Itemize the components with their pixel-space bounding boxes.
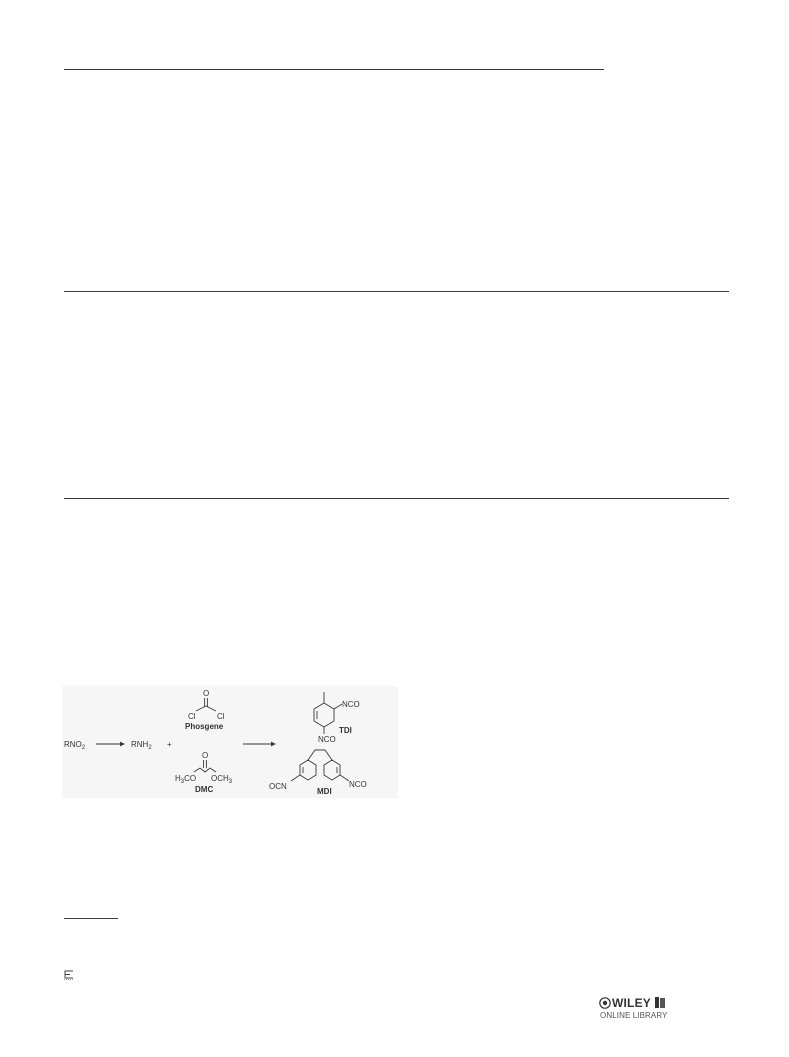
dmc-left-methoxy: $H_3CO$ [175,774,197,785]
phosgene-name: Phosgene [185,722,224,731]
phosgene-cl-left: Cl [188,712,196,721]
section-rule-lower [64,498,729,499]
corner-mark-icon [64,969,75,980]
mdi-name: MDI [317,787,332,796]
book-icon [654,996,666,1009]
section-rule-middle [64,291,729,292]
mdi-ocn-left: OCN [269,782,287,791]
reaction-scheme-figure [62,686,398,798]
section-rule-top [64,69,604,70]
dmc-name: DMC [195,785,214,794]
mdi-nco-right: NCO [349,780,367,789]
tdi-nco-bottom: NCO [318,735,336,744]
footnote-rule [64,918,118,919]
dmc-oxygen: O [202,751,209,760]
dmc-right-methoxy: $OCH_3$ [211,774,233,785]
online-library-text: ONLINE LIBRARY [600,1011,668,1020]
plus-sign: + [167,740,172,749]
phosgene-oxygen: O [203,689,210,698]
wiley-online-library-logo[interactable] [598,996,680,1024]
nitro-compound-label: $RNO_2$ [64,740,86,751]
wiley-seal-icon [599,997,611,1009]
amine-label: $RNH_2$ [131,740,152,751]
tdi-name: TDI [339,726,352,735]
wiley-wordmark: WILEY [612,996,651,1010]
tdi-nco-top: NCO [342,700,360,709]
phosgene-cl-right: Cl [217,712,225,721]
